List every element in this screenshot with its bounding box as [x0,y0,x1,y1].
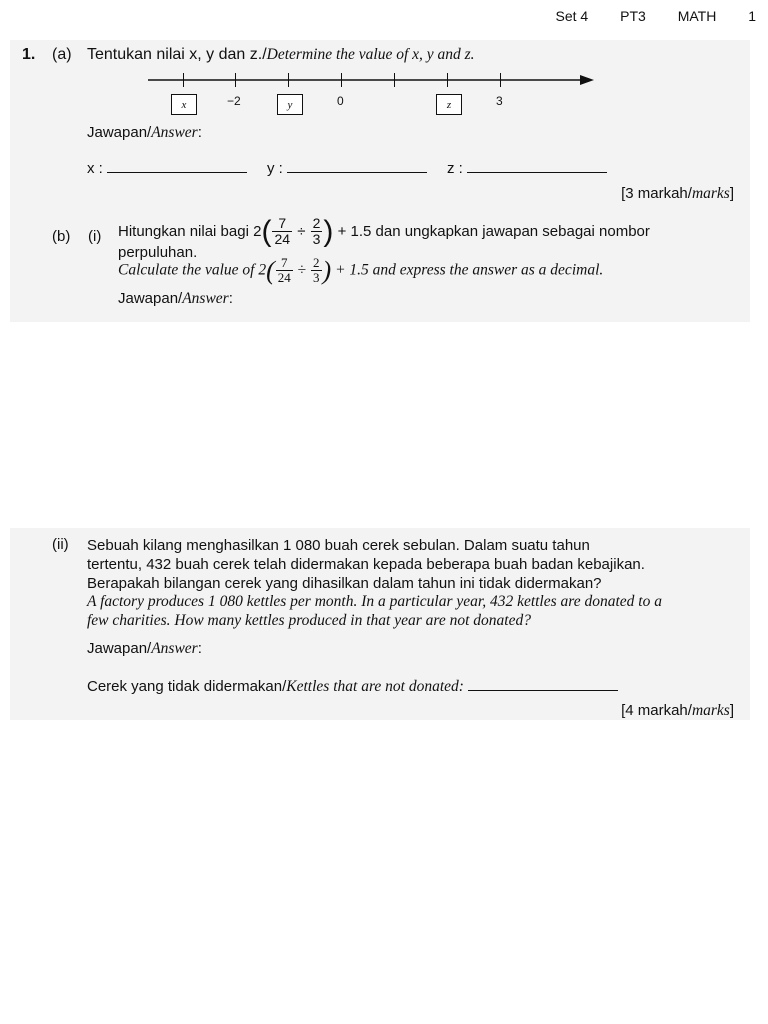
subject-label: MATH [677,8,717,24]
part-b-label: (b) [52,228,71,245]
q1bii-answer-label: Jawapan/Answer: [87,640,202,657]
q1bii-malay: Sebuah kilang menghasilkan 1 080 buah cerek sebulan. Dalam suatu tahun tertentu, 432 buah cerek telah didermakan kepada beberapa buah badan kebajikan. Berapakah bilangan cerek yang dihasilkan dalam tahun ini tidak didermakan? [87,537,645,592]
box-z: z [436,94,462,115]
y-answer-field[interactable] [287,172,427,173]
kettles-english: Kettles that are not donated: [286,678,464,695]
kettles-answer-row [87,678,618,696]
q1bi-answer-label: Jawapan/Answer: [118,290,233,307]
box-x: x [171,94,197,115]
tick-label-minus2: −2 [227,94,241,108]
q1bi-malay: Hitungkan nilai bagi 2( $\frac{7}{24}$ ÷ $\frac{2}{3}$ ) + 1.5 dan ungkapkan jawapan sebagai nombor [118,214,650,248]
question-number: 1. [22,46,36,63]
q1bi-answer-space[interactable] [118,318,738,518]
q1a-malay: Tentukan nilai x, y dan z./ [87,46,267,63]
q1a-marks: [3 markah/marks] [621,185,734,202]
number-line-axis [148,72,594,88]
z-label: z : [447,160,463,177]
q1a-answer-label: Jawapan/Answer: [87,124,202,141]
page-number: 1 [748,8,756,24]
box-y: y [277,94,303,115]
part-bi-label: (i) [88,228,102,245]
q1bi-english: Calculate the value of 2( $\frac{7}{24}$ ÷ $\frac{2}{3}$ ) + 1.5 and express the answer as a decimal. [118,255,604,286]
x-answer-field[interactable] [107,172,247,173]
set-label: Set 4 [555,8,589,24]
tick-label-zero: 0 [337,94,344,108]
q1bi-malay-line2: perpuluhan. [118,244,198,261]
number-line [148,70,594,110]
q1a-english: Determine the value of x, y and z. [266,46,475,63]
paper-label: PT3 [620,8,646,24]
y-answer-row [267,160,427,177]
q1a-instruction [87,46,475,64]
tick-label-three: 3 [496,94,503,108]
page-header [528,8,756,24]
part-bii-label: (ii) [52,536,69,553]
z-answer-field[interactable] [467,172,607,173]
kettles-malay: Cerek yang tidak didermakan/ [87,678,287,695]
x-label: x : [87,160,103,177]
z-answer-row [447,160,607,177]
arrow-head-icon [580,75,594,85]
y-label: y : [267,160,283,177]
q1bii-marks: [4 markah/marks] [621,702,734,719]
q1bii-english: A factory produces 1 080 kettles per month. In a particular year, 432 kettles are donated to a few charities. How many kettles produced in that year are not donated? [87,593,662,629]
kettles-answer-field[interactable] [468,690,618,691]
part-a-label: (a) [52,46,72,63]
x-answer-row [87,160,247,177]
